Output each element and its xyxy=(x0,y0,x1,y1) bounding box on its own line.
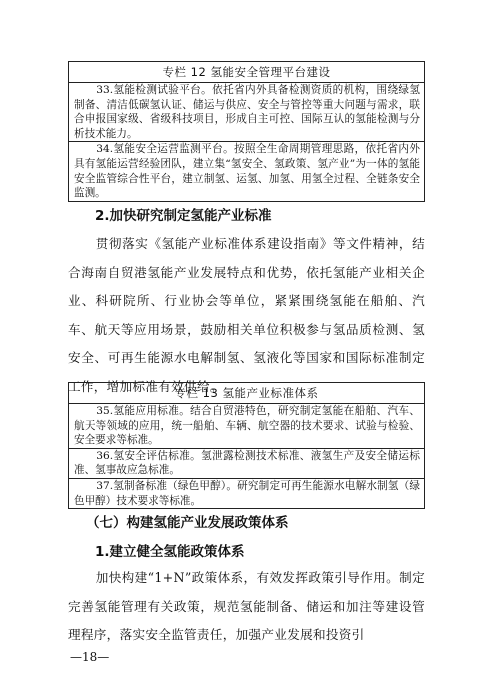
section-1-heading: 1.建立健全氢能政策体系 xyxy=(95,544,245,560)
section-7-heading: （七）构建氢能产业发展政策体系 xyxy=(86,515,289,531)
box-12-item-33: 33.氢能检测试验平台。依托省内外具备检测资质的机构，围绕绿氢制备、清洁低碳氢认证、储运与供应、安全与管控等重大问题与需求，联合申报国家级、省级科技项目，形成自主可控、国际互认的氢能检测与分析技术能力。 xyxy=(74,84,420,140)
box-13-hydrogen-standards xyxy=(68,382,425,509)
box-12-hydrogen-safety-platform xyxy=(68,61,425,202)
box-13-item-36: 36.氢安全评估标准。氢泄露检测技术标准、液氢生产及安全储运标准、氢事故应急标准。 xyxy=(69,448,424,478)
section-2-paragraph: 贯彻落实《氢能产业标准体系建设指南》等文件精神，结合海南自贸港氢能产业发展特点和优势，依托氢能产业相关企业、科研院所、行业协会等单位，紧紧围绕氢能在船舶、汽车、航天等应用场景，鼓励相关单位积极参与氢品质检测、氢安全、可再生能源水电解制氢、氢液化等国家和国际标准制定工作，增加标准有效供给。 xyxy=(68,236,425,394)
box-13-item-35: 35.氢能应用标准。结合自贸港特色，研究制定氢能在船舶、汽车、航天等领域的应用，统一船舶、车辆、航空器的技术要求、试验与检验、安全要求等标准。 xyxy=(74,405,420,447)
box-12-item-34: 34.氢能安全运营监测平台。按照全生命周期管理思路，依托省内外具有氢能运营经验团队，建立集“氢安全、氢政策、氢产业”为一体的氢能安全监管综合性平台，建立制氢、运氢、加氢、用氢全过程、全链条安全监测。 xyxy=(69,141,424,200)
box-13-item-37: 37.氢制备标准（绿色甲醇）。研究制定可再生能源水电解水制氢（绿色甲醇）技术要求等标准。 xyxy=(69,478,424,508)
box-13-title: 专栏 13 氢能产业标准体系 xyxy=(69,383,424,404)
section-1-paragraph: 加快构建“1+N”政策体系，有效发挥政策引导作用。制定完善氢能管理有关政策，规范氢能制备、储运和加注等建设管理程序，落实安全监管责任，加强产业发展和投资引 xyxy=(68,570,425,642)
box-12-title: 专栏 12 氢能安全管理平台建设 xyxy=(69,62,424,83)
section-2-heading: 2.加快研究制定氢能产业标准 xyxy=(95,208,272,224)
page-number: —18— xyxy=(70,650,110,664)
